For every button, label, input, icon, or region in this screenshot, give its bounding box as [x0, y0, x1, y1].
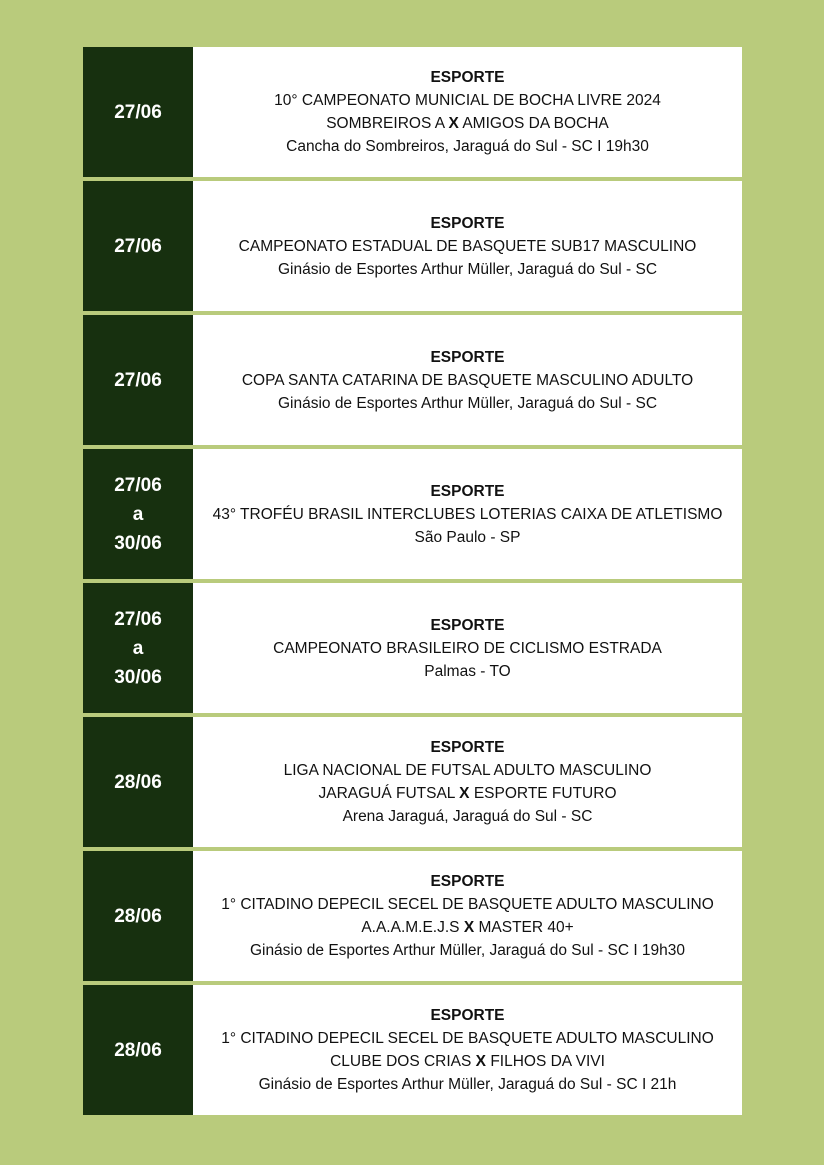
- event-row: [83, 47, 742, 177]
- event-row: [83, 449, 742, 579]
- date-line: 27/06: [114, 235, 162, 257]
- event-date: [83, 181, 193, 311]
- event-title: 10° CAMPEONATO MUNICIAL DE BOCHA LIVRE 2024: [274, 92, 661, 109]
- versus-marker: X: [463, 919, 475, 936]
- event-info: [193, 47, 742, 177]
- team-a: JARAGUÁ FUTSAL: [318, 785, 455, 802]
- event-match: [318, 782, 616, 805]
- event-info: [193, 315, 742, 445]
- event-location: São Paulo - SP: [414, 528, 521, 546]
- date-line: 28/06: [114, 771, 162, 793]
- date-line: 27/06: [114, 101, 162, 123]
- event-title: LIGA NACIONAL DE FUTSAL ADULTO MASCULINO: [283, 762, 652, 779]
- event-title: CAMPEONATO BRASILEIRO DE CICLISMO ESTRADA: [273, 639, 662, 657]
- event-location: Cancha do Sombreiros, Jaraguá do Sul - SC I 19h30: [286, 138, 649, 155]
- team-b: AMIGOS DA BOCHA: [462, 115, 609, 132]
- event-category: ESPORTE: [430, 214, 505, 232]
- event-category: ESPORTE: [430, 69, 505, 86]
- event-location: Ginásio de Esportes Arthur Müller, Jaraguá do Sul - SC I 21h: [258, 1076, 677, 1093]
- date-line: a: [132, 503, 144, 525]
- event-row: [83, 717, 742, 847]
- event-row: [83, 583, 742, 713]
- event-info: [193, 717, 742, 847]
- date-line: 30/06: [114, 666, 162, 688]
- event-row: [83, 851, 742, 981]
- event-category: ESPORTE: [430, 873, 505, 890]
- date-line: a: [132, 637, 144, 659]
- event-row: [83, 985, 742, 1115]
- versus-marker: X: [475, 1053, 487, 1070]
- team-a: SOMBREIROS A: [326, 115, 445, 132]
- date-line: 28/06: [114, 1039, 162, 1061]
- event-category: ESPORTE: [430, 739, 505, 756]
- versus-marker: X: [459, 785, 470, 802]
- event-title: CAMPEONATO ESTADUAL DE BASQUETE SUB17 MASCULINO: [238, 237, 697, 255]
- event-date: [83, 717, 193, 847]
- event-category: ESPORTE: [430, 616, 505, 634]
- event-location: Ginásio de Esportes Arthur Müller, Jaraguá do Sul - SC: [277, 394, 658, 412]
- event-category: ESPORTE: [430, 1007, 505, 1024]
- event-info: [193, 449, 742, 579]
- date-line: 27/06: [114, 474, 162, 496]
- team-a: CLUBE DOS CRIAS: [330, 1053, 472, 1070]
- event-location: Ginásio de Esportes Arthur Müller, Jaraguá do Sul - SC: [277, 260, 658, 278]
- event-category: ESPORTE: [430, 348, 505, 366]
- date-line: 27/06: [114, 369, 162, 391]
- event-info: [193, 985, 742, 1115]
- event-match: [330, 1050, 605, 1073]
- team-b: MASTER 40+: [478, 919, 574, 936]
- event-date: [83, 985, 193, 1115]
- event-row: [83, 181, 742, 311]
- event-date: [83, 851, 193, 981]
- event-title: 1° CITADINO DEPECIL SECEL DE BASQUETE ADULTO MASCULINO: [221, 896, 714, 913]
- event-match: [361, 916, 573, 939]
- event-info: [193, 181, 742, 311]
- date-line: 27/06: [114, 608, 162, 630]
- event-date: [83, 583, 193, 713]
- event-date: [83, 449, 193, 579]
- event-location: Arena Jaraguá, Jaraguá do Sul - SC: [342, 808, 593, 825]
- date-line: 30/06: [114, 532, 162, 554]
- versus-marker: X: [448, 115, 459, 132]
- event-row: [83, 315, 742, 445]
- event-title: COPA SANTA CATARINA DE BASQUETE MASCULINO ADULTO: [241, 371, 694, 389]
- event-location: Ginásio de Esportes Arthur Müller, Jaraguá do Sul - SC I 19h30: [249, 942, 686, 959]
- event-title: 1° CITADINO DEPECIL SECEL DE BASQUETE ADULTO MASCULINO: [221, 1030, 714, 1047]
- team-b: ESPORTE FUTURO: [473, 785, 617, 802]
- event-title: 43° TROFÉU BRASIL INTERCLUBES LOTERIAS CAIXA DE ATLETISMO: [212, 505, 723, 523]
- event-location: Palmas - TO: [424, 662, 511, 680]
- team-a: A.A.A.M.E.J.S: [361, 919, 460, 936]
- team-b: FILHOS DA VIVI: [490, 1053, 605, 1070]
- event-match: [326, 112, 609, 135]
- event-category: ESPORTE: [430, 482, 505, 500]
- event-info: [193, 583, 742, 713]
- date-line: 28/06: [114, 905, 162, 927]
- event-date: [83, 47, 193, 177]
- event-date: [83, 315, 193, 445]
- event-info: [193, 851, 742, 981]
- event-schedule: [83, 47, 742, 1115]
